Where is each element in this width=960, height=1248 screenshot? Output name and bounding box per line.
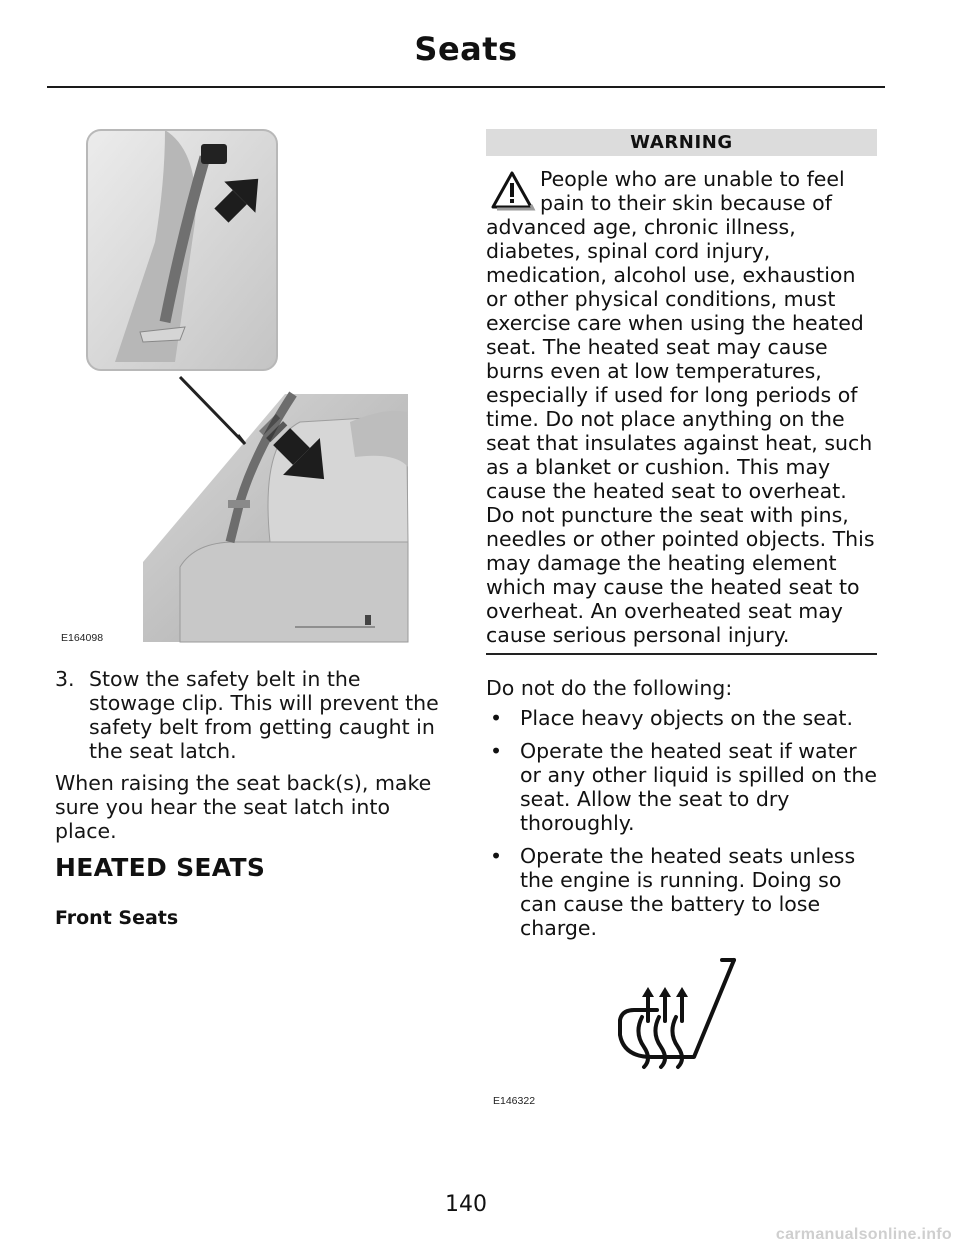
do-not-intro: Do not do the following: bbox=[486, 676, 733, 700]
list-item: • Operate the heated seat if water or any other liquid is spilled on the seat. Allow the seat to dry thoroughly. bbox=[490, 739, 877, 835]
page-number: 140 bbox=[445, 1192, 487, 1217]
figure-code: E164098 bbox=[61, 632, 104, 644]
do-not-list bbox=[486, 706, 880, 949]
bullet-glyph: • bbox=[490, 706, 503, 730]
seat-latch-paragraph: When raising the seat back(s), make sure you hear the seat latch into place. bbox=[55, 771, 432, 843]
warning-text: People who are unable to feel pain to their skin because of advanced age, chronic illness, diabetes, spinal cord injury, medication, alcohol use, exhaustion or other physical conditions, must exercise care when using the heated seat. The heated seat may cause burns even at low temperatures, especially if used for long periods of time. Do not place anything on the seat that insulates against heat, such as a blanket or cushion. This may cause the heated seat to overheat. Do not puncture the seat with pins, needles or other pointed objects. This may damage the heating element which may cause the heated seat to overheat. An overheated seat may cause serious personal injury. bbox=[486, 167, 875, 647]
bullet-glyph: • bbox=[490, 844, 503, 868]
warning-header: WARNING bbox=[486, 129, 877, 156]
step-number: 3. bbox=[55, 667, 75, 691]
watermark: carmanualsonline.info bbox=[775, 1226, 952, 1243]
warning-text-block bbox=[486, 167, 880, 647]
header-divider bbox=[47, 86, 885, 88]
bullet-glyph: • bbox=[490, 739, 503, 763]
section-heading: HEATED SEATS bbox=[55, 853, 266, 882]
page-title: Seats bbox=[414, 30, 518, 68]
seatbelt-stowage-illustration bbox=[55, 122, 440, 644]
step-text: Stow the safety belt in the stowage clip. This will prevent the safety belt from getting caught in the seat latch. bbox=[89, 667, 439, 763]
list-item: • Place heavy objects on the seat. bbox=[490, 706, 853, 730]
heated-seat-icon bbox=[612, 955, 742, 1070]
warning-divider bbox=[486, 653, 877, 655]
figure-code: E146322 bbox=[493, 1095, 536, 1107]
subsection-heading: Front Seats bbox=[55, 907, 179, 929]
list-item: • Operate the heated seats unless the engine is running. Doing so can cause the battery to lose charge. bbox=[490, 844, 856, 940]
